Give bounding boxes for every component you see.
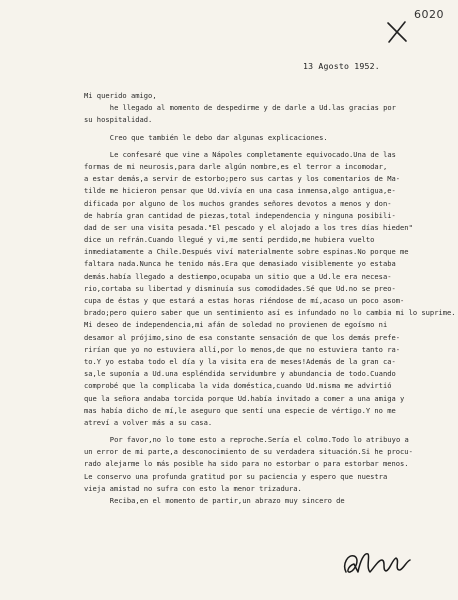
- letter-line: que la señora andaba torcida porque Ud.había invitado a comer a una amiga y: [84, 393, 405, 403]
- letter-line: sa,le suponía a Ud.una espléndida servidumbre y abundancia de todo.Cuando: [84, 369, 396, 379]
- letter-body: [84, 90, 454, 507]
- letter-line: Mi querido amigo,: [84, 91, 157, 100]
- letter-line: rirían que yo no estuviera allí,por lo menos,de que no estuviera tanto ra-: [84, 344, 401, 354]
- letter-line: inmediatamente a Chile.Después viví materialmente sobre espinas.No porque me: [84, 247, 409, 257]
- letter-line: atreví a volver más a su casa.: [84, 417, 213, 427]
- letter-line: a estar demás,a servir de estorbo;pero sus cartas y los comentarios de Ma-: [84, 174, 401, 184]
- letter-line: Le conservo una profunda gratitud por su paciencia y espero que nuestra: [84, 471, 388, 481]
- letter-line: comprobé que la complicaba la vida doméstica,cuando Ud.misma me advirtió: [84, 381, 392, 391]
- letter-line: dad de ser una visita pesada."El pescado y el alojado a los tres días hieden": [84, 222, 413, 232]
- handwritten-signature: [340, 546, 416, 580]
- archive-number: 6020: [414, 8, 444, 21]
- letter-line: brado;pero quiero saber que un sentimiento así es infundado no lo cambia mi lo suprime.: [84, 308, 456, 318]
- handwritten-x-mark: [384, 20, 410, 44]
- letter-line: mas había dicho de mí,le aseguro que sentí una especie de vértigo.Y no me: [84, 405, 396, 415]
- letter-line: rado alejarme lo más posible ha sido para no estorbar o para estorbar menos.: [84, 459, 409, 469]
- letter-line: su hospitalidad.: [84, 115, 153, 125]
- letter-line: Por favor,no lo tome esto a reproche.Sería el colmo.Todo lo atribuyo a: [109, 435, 409, 445]
- letter-line: faltara nada.Nunca he tenido más.Era que demasiado visiblemente yo estaba: [84, 259, 396, 269]
- letter-line: un error de mi parte,a desconocimiento de su verdadera situación.Si he procu-: [84, 447, 413, 457]
- letter-line: Reciba,en el momento de partir,un abrazo muy sincero de: [109, 496, 345, 505]
- letter-line: rio,cortaba su libertad y disminuía sus comodidades.Sé que Ud.no se preo-: [84, 283, 396, 293]
- letter-line: cupa de éstas y que estará a estas horas riéndose de mí,acaso un poco asom-: [84, 296, 405, 305]
- letter-line: desamor al prójimo,sino de esa constante sensación de que los demás prefe-: [84, 332, 401, 342]
- letter-line: vieja amistad no sufra con esto la menor trizadura.: [84, 483, 302, 493]
- letter-line: dice un refrán.Cuando llegué y vi,me sentí perdido,me hubiera vuelto: [84, 235, 375, 245]
- letter-line: he llegado al momento de despedirme y de darle a Ud.las gracias por: [109, 103, 396, 113]
- letter-line: Mi deseo de independencia,mi afán de soledad no provienen de egoísmo ni: [84, 320, 388, 330]
- letter-line: demás.había llegado a destiempo,ocupaba un sitio que a Ud.le era necesa-: [84, 271, 392, 281]
- letter-line: formas de mi neurosis,para darle algún nombre,es el terror a incomodar,: [84, 161, 388, 171]
- letter-line: Creo que también le debo dar algunas explicaciones.: [109, 132, 328, 142]
- letter-line: tilde me hicieron pensar que Ud.vivía en una casa inmensa,algo antigua,e-: [84, 186, 396, 196]
- letter-date: 13 Agosto 1952.: [303, 61, 380, 71]
- letter-line: Le confesaré que vine a Nápoles completamente equivocado.Una de las: [109, 149, 396, 159]
- letter-line: dificada por alguno de los muchos grandes señores devotos a menos y don-: [84, 198, 392, 208]
- letter-line: de habría gran cantidad de piezas,total independencia y ninguna posibili-: [84, 210, 396, 220]
- letter-line: to.Y yo estaba todo el día y la visita era de meses!Además de la gran ca-: [84, 356, 396, 366]
